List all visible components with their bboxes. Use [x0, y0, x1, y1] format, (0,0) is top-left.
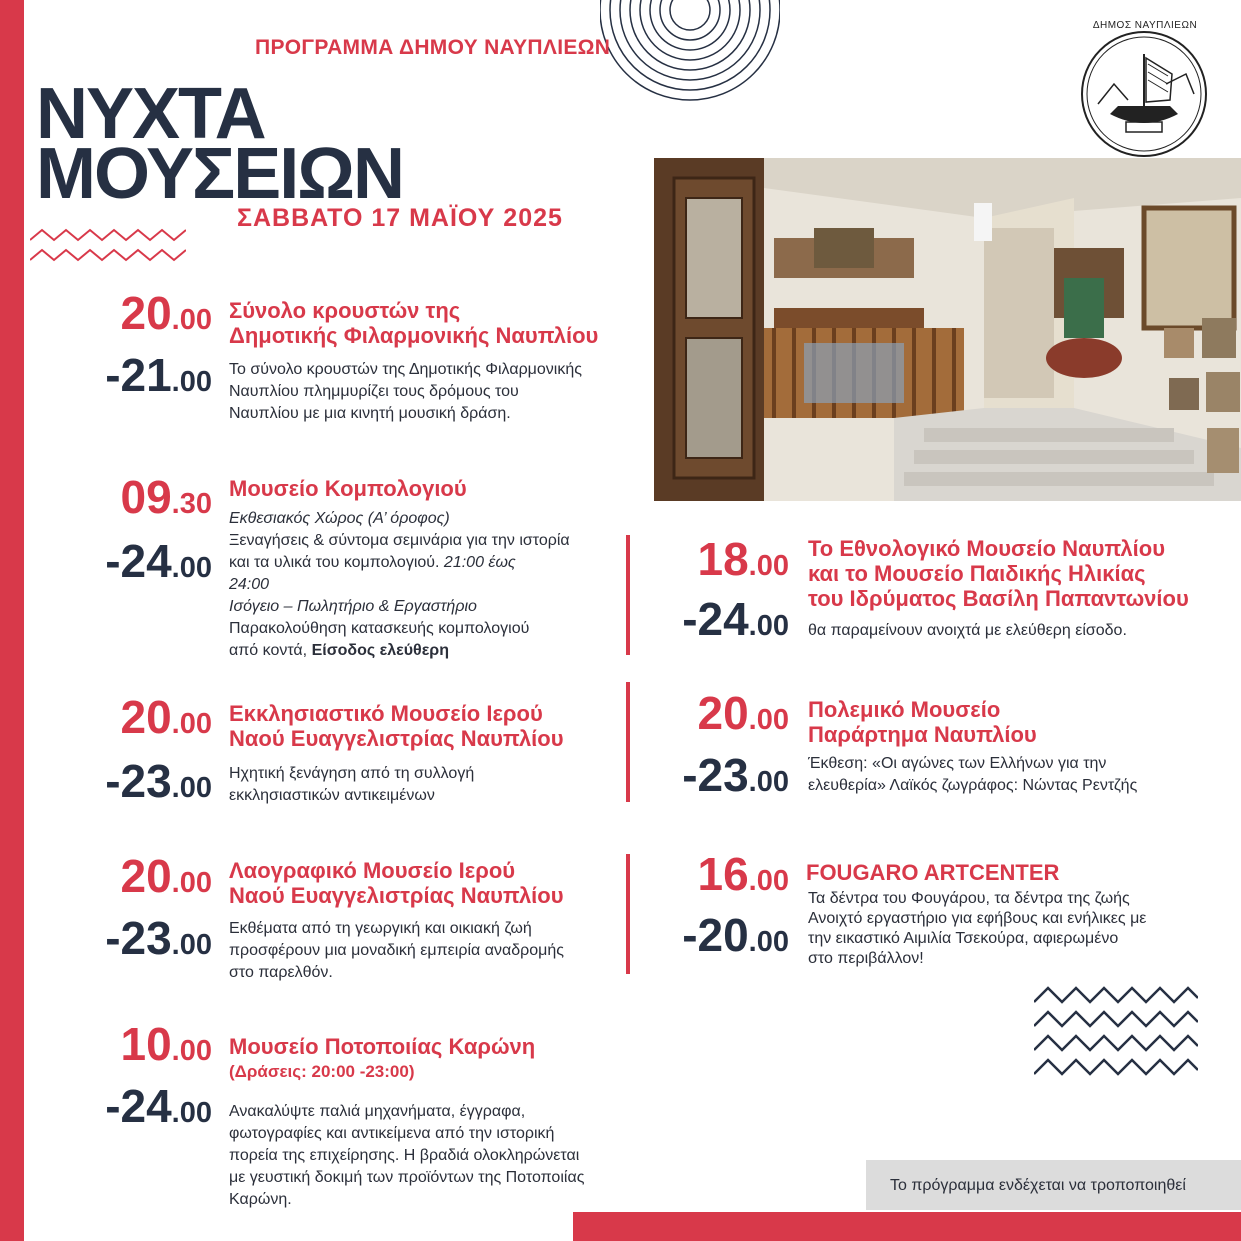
event-2-line: Παρακολούθηση κατασκευής κομπολογιού [229, 620, 530, 637]
event-4-line: στο παρελθόν. [229, 964, 333, 981]
municipality-logo [1070, 14, 1218, 162]
event-5-end-min: .00 [171, 1097, 212, 1129]
event-5-line: πορεία της επιχείρησης. Η βραδιά ολοκληρώνεται [229, 1147, 580, 1164]
event-5-end-time [40, 1080, 212, 1136]
event-4-start-min: .00 [171, 867, 212, 899]
event-3-end-min: .00 [171, 772, 212, 804]
event-1-start-hour: 20 [120, 287, 172, 339]
r-event-3-start-min: .00 [748, 865, 789, 897]
left-accent-bar [0, 0, 24, 1241]
event-4-end-hour: -23 [105, 912, 172, 964]
event-2-end-hour: -24 [105, 535, 172, 587]
r-event-2-start-min: .00 [748, 704, 789, 736]
event-4-start-time [40, 850, 212, 906]
event-4-end-time [40, 912, 212, 968]
r-event-3-line: την εικαστικό Αιμιλία Τσεκούρα, αφιερωμένο [808, 930, 1119, 947]
r-event-2-line: ελευθερία» Λαϊκός ζωγράφος: Νώντας Ρεντζής [808, 777, 1138, 794]
event-2-subheading-1: Εκθεσιακός Χώρος (Α’ όροφος) [229, 510, 450, 527]
r-event-1-title-line-1: Το Εθνολογικό Μουσείο Ναυπλίου [808, 536, 1165, 561]
event-5-description [229, 1101, 584, 1211]
zigzag-decoration-right [1034, 976, 1198, 1076]
logo-text: ΔΗΜΟΣ ΝΑΥΠΛΙΕΩΝ [1092, 20, 1198, 31]
event-1-title-line-1: Σύνολο κρουστών της [229, 298, 461, 323]
event-2-end-min: .00 [171, 552, 212, 584]
r-event-3-line: Τα δέντρα του Φουγάρου, τα δέντρα της ζωής [808, 890, 1130, 907]
concentric-circles-decoration [600, 0, 780, 105]
disclaimer-text: Το πρόγραμμα ενδέχεται να τροποποιηθεί [890, 1177, 1186, 1194]
event-2-title: Μουσείο Κομπολογιού [229, 476, 467, 501]
event-3-description [229, 763, 474, 807]
event-5-title: Μουσείο Ποτοποιίας Καρώνη [229, 1034, 536, 1059]
event-4-line: προσφέρουν μια μοναδική εμπειρία αναδρομής [229, 942, 564, 959]
event-3-line: εκκλησιαστικών αντικειμένων [229, 787, 435, 804]
r-event-3-line: στο περιβάλλον! [808, 950, 924, 967]
event-2-end-time [40, 535, 212, 591]
program-heading: ΠΡΟΓΡΑΜΜΑ ΔΗΜΟΥ ΝΑΥΠΛΙΕΩΝ [255, 36, 611, 59]
page-title [36, 74, 403, 214]
event-2-start-time [40, 471, 212, 527]
event-2-free-entry: Είσοδος ελεύθερη [311, 642, 449, 659]
event-4-title-line-1: Λαογραφικό Μουσείο Ιερού [229, 858, 516, 883]
event-3-start-hour: 20 [120, 691, 172, 743]
event-3-title-line-2: Ναού Ευαγγελιστρίας Ναυπλίου [229, 726, 564, 751]
r-event-2-title [808, 697, 1037, 747]
r-event-1-description [808, 620, 1127, 642]
event-2-line: Ξεναγήσεις & σύντομα σεμινάρια για την ιστορία [229, 532, 570, 549]
event-5-start-hour: 10 [120, 1018, 172, 1070]
event-5-activities-hours: (Δράσεις: 20:00 -23:00) [229, 1062, 415, 1081]
r-event-2-end-min: .00 [748, 766, 789, 798]
title-line-2: ΜΟΥΣΕΙΩΝ [36, 134, 403, 214]
r-event-3-start-time [615, 848, 789, 904]
event-3-end-time [40, 755, 212, 811]
event-3-start-min: .00 [171, 708, 212, 740]
event-1-description [229, 359, 582, 425]
event-3-line: Ηχητική ξενάγηση από τη συλλογή [229, 765, 475, 782]
event-3-end-hour: -23 [105, 755, 172, 807]
r-event-1-end-time [615, 593, 789, 649]
event-1-line: Ναυπλίου πλημμυρίζει τους δρόμους του [229, 383, 519, 400]
event-1-start-min: .00 [171, 304, 212, 336]
event-2-hours: 21:00 έως [443, 554, 516, 571]
r-event-3-start-hour: 16 [697, 848, 749, 900]
event-5-start-time [40, 1018, 212, 1074]
event-1-end-min: .00 [171, 366, 212, 398]
event-1-title-line-2: Δημοτικής Φιλαρμονικής Ναυπλίου [229, 323, 599, 348]
event-1-line: Το σύνολο κρουστών της Δημοτικής Φιλαρμονικής [229, 361, 582, 378]
event-4-title-line-2: Ναού Ευαγγελιστρίας Ναυπλίου [229, 883, 564, 908]
event-4-end-min: .00 [171, 929, 212, 961]
event-5-end-hour: -24 [105, 1080, 172, 1132]
r-event-2-end-hour: -23 [682, 749, 749, 801]
r-event-1-title-line-2: και το Μουσείο Παιδικής Ηλικίας [808, 561, 1146, 586]
event-1-line: Ναυπλίου με μια κινητή μουσική δράση. [229, 405, 511, 422]
event-4-description [229, 918, 564, 984]
event-5-line: με γευστική δοκιμή των προϊόντων της Ποτοποιίας [229, 1169, 585, 1186]
r-event-2-start-time [615, 687, 789, 743]
r-event-2-title-line-1: Πολεμικό Μουσείο [808, 697, 1001, 722]
r-event-1-start-hour: 18 [697, 533, 749, 585]
event-5-start-min: .00 [171, 1035, 212, 1067]
r-event-2-line: Έκθεση: «Οι αγώνες των Ελλήνων για την [808, 755, 1107, 772]
event-2-start-hour: 09 [120, 471, 172, 523]
event-3-start-time [40, 691, 212, 747]
bottom-accent-bar [573, 1212, 1241, 1241]
zigzag-decoration-left [30, 226, 186, 268]
title-line-1: ΝΥΧΤΑ [36, 74, 265, 154]
r-event-2-title-line-2: Παράρτημα Ναυπλίου [808, 722, 1037, 747]
event-2-subheading-2: Ισόγειο – Πωλητήριο & Εργαστήριο [229, 598, 477, 615]
event-1-end-hour: -21 [105, 349, 172, 401]
r-event-1-start-min: .00 [748, 550, 789, 582]
museum-interior-photo [654, 158, 1241, 501]
event-1-end-time [40, 349, 212, 405]
event-5-line: Καρώνη. [229, 1191, 292, 1208]
event-2-start-min: .30 [171, 488, 212, 520]
event-1-start-time [40, 287, 212, 343]
event-4-line: Εκθέματα από τη γεωργική και οικιακή ζωή [229, 920, 532, 937]
r-event-1-end-min: .00 [748, 610, 789, 642]
r-event-3-end-min: .00 [748, 926, 789, 958]
event-2-hours-end: 24:00 [229, 576, 270, 593]
event-4-start-hour: 20 [120, 850, 172, 902]
r-event-1-start-time [615, 533, 789, 589]
r-event-3-end-hour: -20 [682, 909, 749, 961]
r-event-3-description [808, 889, 1146, 969]
r-event-1-title-line-3: του Ιδρύματος Βασίλη Παπαντωνίου [808, 586, 1189, 611]
event-2-description [229, 508, 570, 662]
r-event-3-title: FOUGARO ARTCENTER [806, 860, 1060, 885]
r-event-2-description [808, 753, 1137, 797]
event-2-line: από κοντά, [229, 642, 312, 659]
r-event-3-line: Ανοιχτό εργαστήριο για εφήβους και ενήλικες με [808, 910, 1147, 927]
r-event-1-line: θα παραμείνουν ανοιχτά με ελεύθερη είσοδο. [808, 622, 1127, 639]
event-3-title [229, 701, 564, 751]
r-event-3-end-time [615, 909, 789, 965]
event-3-title-line-1: Εκκλησιαστικό Μουσείο Ιερού [229, 701, 543, 726]
event-5-line: φωτογραφίες και αντικείμενα από την ιστορική [229, 1125, 555, 1142]
r-event-1-end-hour: -24 [682, 593, 749, 645]
event-4-title [229, 858, 564, 908]
event-date: ΣΑΒΒΑΤΟ 17 ΜΑΪΟΥ 2025 [237, 204, 563, 232]
r-event-2-end-time [615, 749, 789, 805]
event-1-title [229, 298, 598, 348]
r-event-2-start-hour: 20 [697, 687, 749, 739]
event-5-line: Ανακαλύψτε παλιά μηχανήματα, έγγραφα, [229, 1103, 526, 1120]
r-event-1-title [808, 536, 1189, 611]
event-2-line: και τα υλικά του κομπολογιού. [229, 554, 444, 571]
